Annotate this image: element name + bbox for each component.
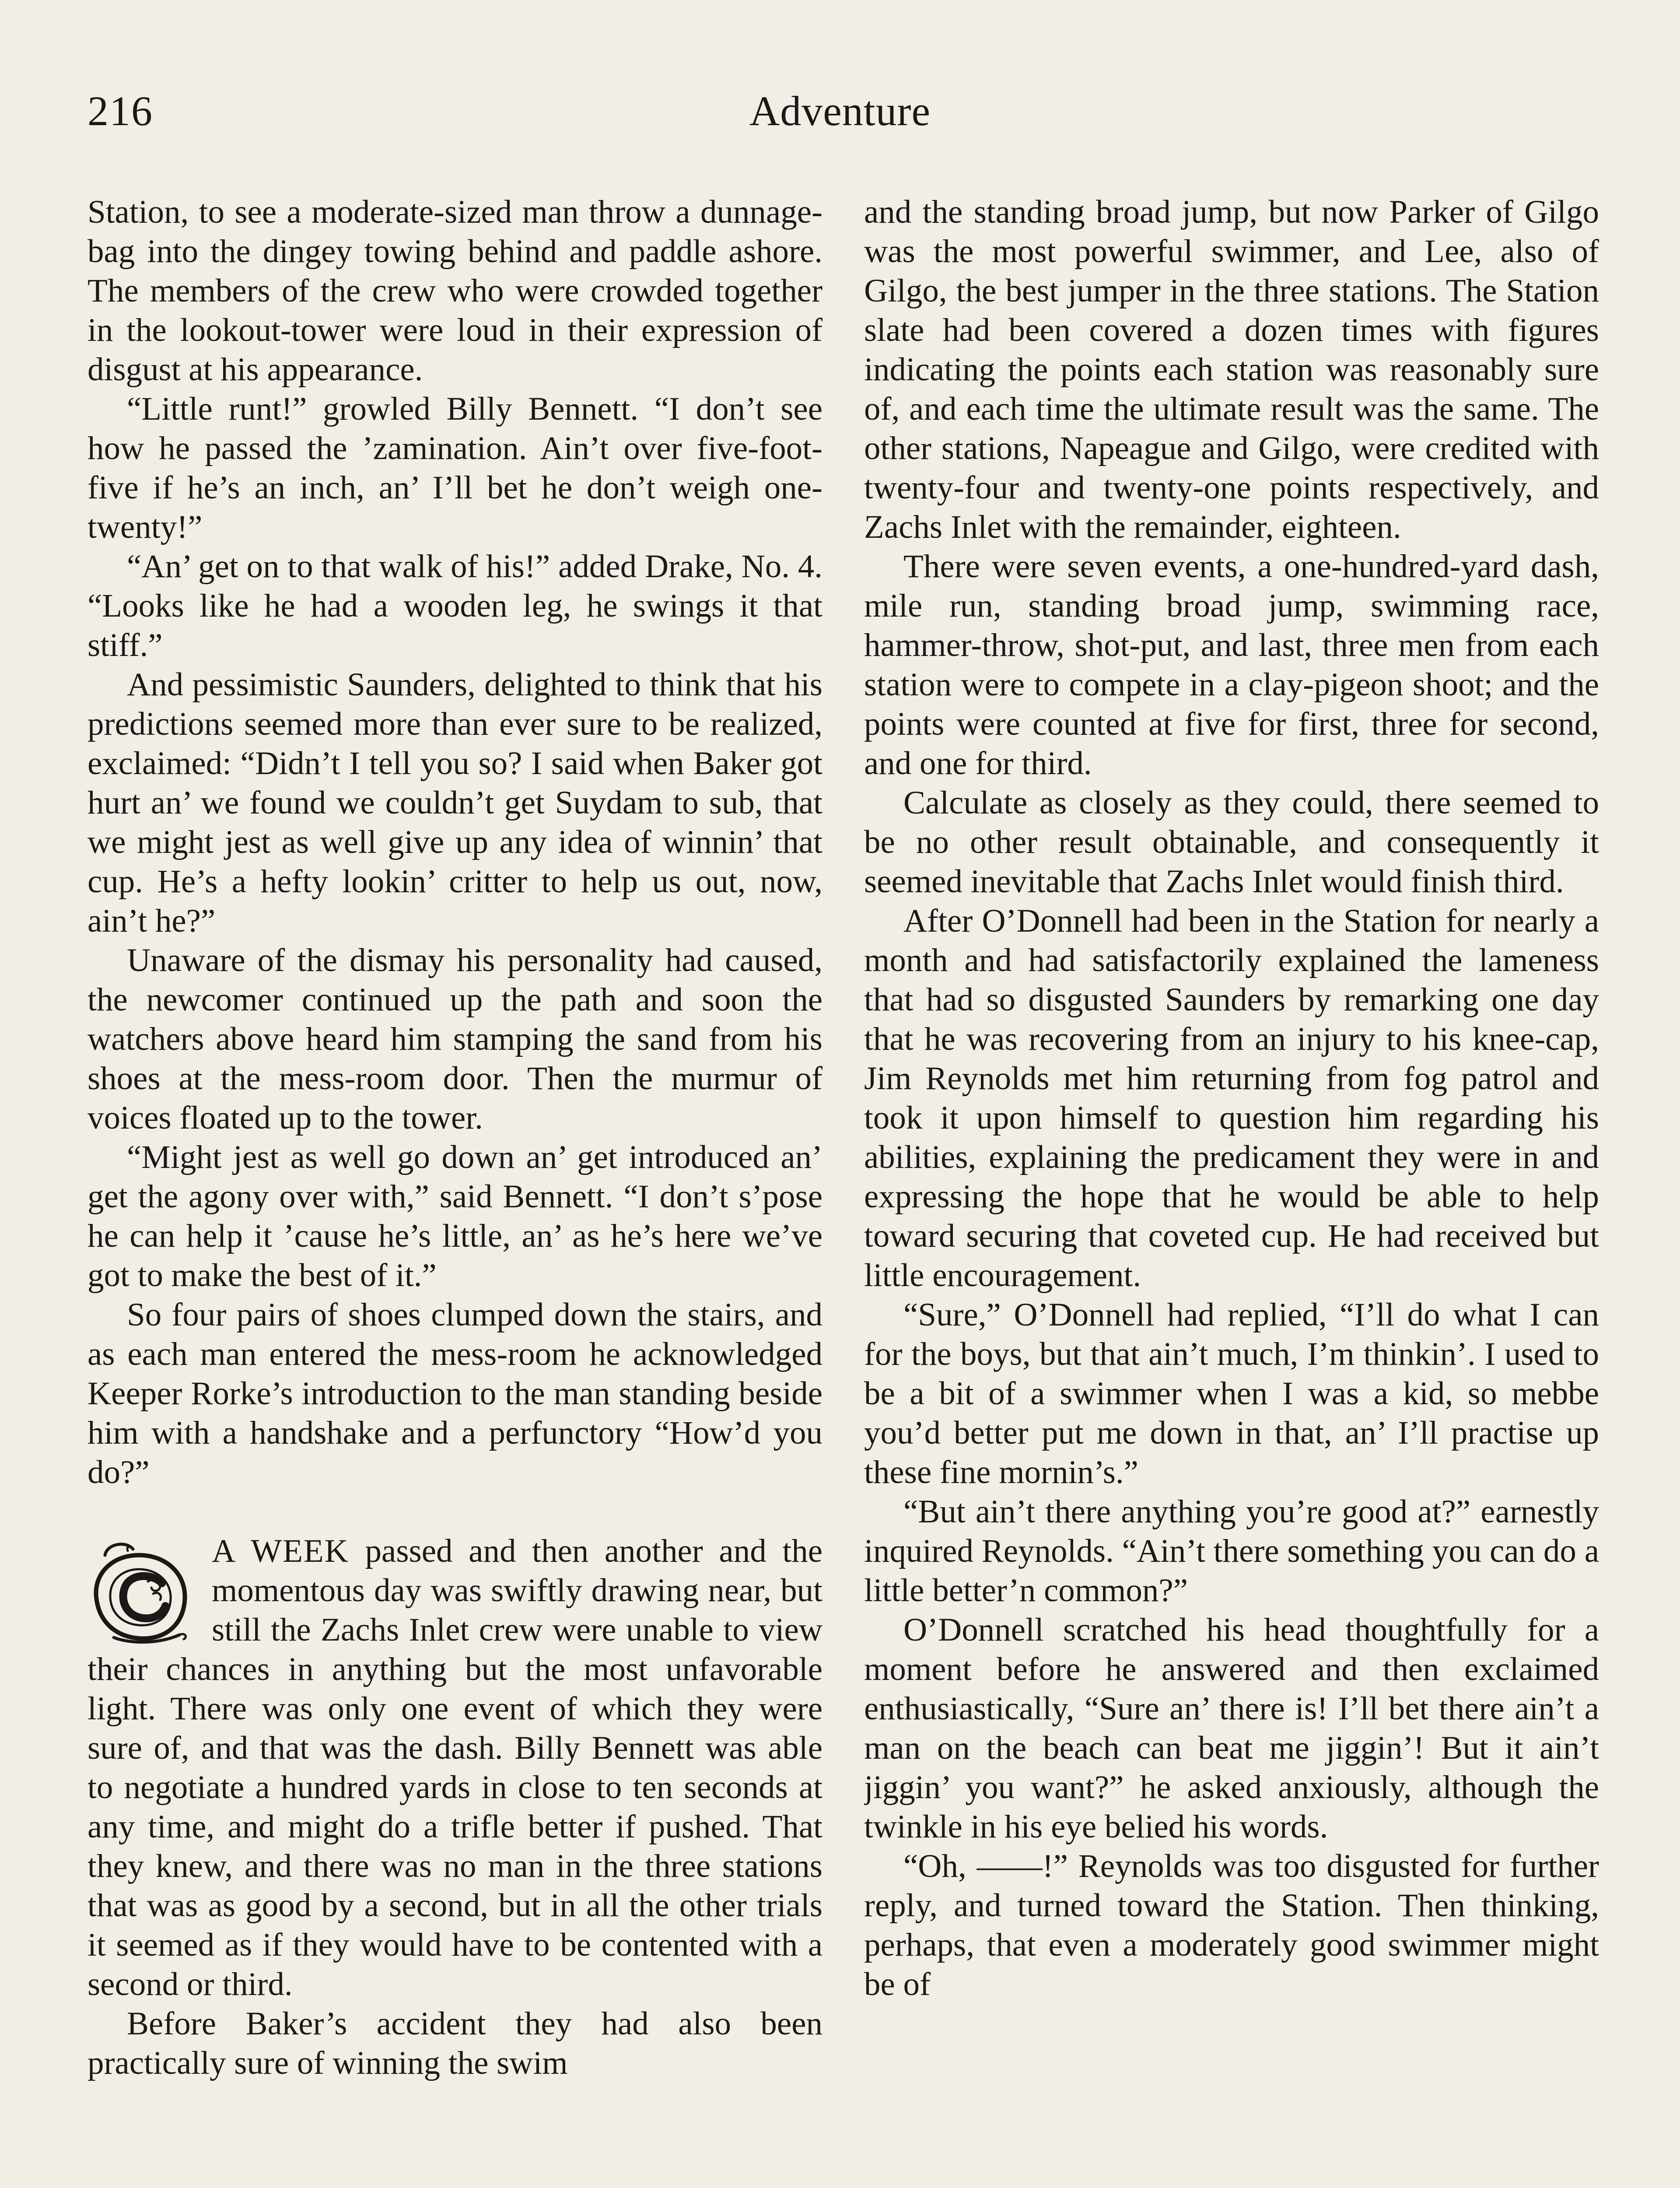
paragraph: “Sure,” O’Donnell had replied, “I’ll do what I can for the boys, but that ain’t much, I’m thinkin’. I used to be a bit of a swimmer when I was a kid, so mebbe you’d better put me down in that, an’ I’ll practise up these fine mornin’s.” xyxy=(864,1297,1599,1490)
paragraph: “Little runt!” growled Billy Bennett. “I don’t see how he passed the ’zamination. Ain’t over five-foot-five if he’s an inch, an’ I’ll bet he don’t weigh one-twenty!” xyxy=(88,391,822,545)
paragraph: and the standing broad jump, but now Parker of Gilgo was the most powerful swimmer, and Lee, also of Gilgo, the best jumper in the three stations. The Station slate had been covered a dozen times with figures indicating the points each station was reasonably sure of, and each time the ultimate result was the same. The other stations, Napeague and Gilgo, were credited with twenty-four and twenty-one points respectively, and Zachs Inlet with the remainder, eighteen. xyxy=(864,194,1599,545)
section-lead-words: A WEEK xyxy=(212,1533,349,1569)
paragraph: O’Donnell scratched his head thoughtfully for a moment before he answered and then exclaimed enthusiastically, “Sure an’ there is! I’ll bet there ain’t a man on the beach can beat me jiggin’! But it ain’t jiggin’ you want?” he asked anxiously, although the twinkle in his eye belied his words. xyxy=(864,1612,1599,1845)
running-head: Adventure xyxy=(749,88,931,134)
section-opening-text: passed and then another and the momentous day was swiftly drawing near, but still the Zachs Inlet crew were unable to view their chances in anything but the most unfavorable light. There was only one event of which they were sure of, and that was the dash. Billy Bennett was able to negotiate a hundred yards in close to ten seconds at any time, and might do a trifle better if pushed. That they knew, and there was no man in the three stations that was as good by a second, but in all the other trials it seemed as if they would have to be contented with a second or third. xyxy=(88,1533,822,2002)
paragraph: There were seven events, a one-hundred-yard dash, mile run, standing broad jump, swimming race, hammer-throw, shot-put, and last, three men from each station were to compete in a clay-pigeon shoot; and the points were counted at five for first, three for second, and one for third. xyxy=(864,548,1599,782)
page-number: 216 xyxy=(88,88,153,134)
page-header xyxy=(0,0,1680,175)
paragraph: And pessimistic Saunders, delighted to think that his predictions seemed more than ever sure to be realized, exclaimed: “Didn’t I tell you so? I said when Baker got hurt an’ we found we couldn’t get Suydam to sub, that we might jest as well give up any idea of winnin’ that cup. He’s a hefty lookin’ critter to help us out, now, ain’t he?” xyxy=(88,666,822,939)
paragraph: “Oh, ——!” Reynolds was too disgusted for further reply, and turned toward the Station. Then thinking, perhaps, that even a moderately good swimmer might be of xyxy=(864,1848,1599,2002)
paragraph: Calculate as closely as they could, there seemed to be no other result obtainable, and consequently it seemed inevitable that Zachs Inlet would finish third. xyxy=(864,785,1599,900)
section-opening-paragraph xyxy=(88,1532,822,2004)
paragraph: Before Baker’s accident they had also been practically sure of winning the swim xyxy=(88,2006,822,2081)
left-column xyxy=(88,193,822,2188)
paragraph: “An’ get on to that walk of his!” added Drake, No. 4. “Looks like he had a wooden leg, he swings it that stiff.” xyxy=(88,548,822,663)
right-column xyxy=(864,193,1599,2188)
ornamental-dropcap-icon xyxy=(88,1536,201,1645)
section-break xyxy=(88,1492,822,1532)
paragraph: After O’Donnell had been in the Station for nearly a month and had satisfactorily explained the lameness that had so disgusted Saunders by remarking one day that he was recovering from an injury to his knee-cap, Jim Reynolds met him returning from fog patrol and took it upon himself to question him regarding his abilities, explaining the predicament they were in and expressing the hope that he would be able to help toward securing that coveted cup. He had received but little encouragement. xyxy=(864,903,1599,1294)
paragraph: “Might jest as well go down an’ get introduced an’ get the agony over with,” said Bennett. “I don’t s’pose he can help it ’cause he’s little, an’ as he’s here we’ve got to make the best of it.” xyxy=(88,1139,822,1294)
paragraph: Unaware of the dismay his personality had caused, the newcomer continued up the path and soon the watchers above heard him stamping the sand from his shoes at the mess-room door. Then the murmur of voices floated up to the tower. xyxy=(88,942,822,1136)
paragraph: Station, to see a moderate-sized man throw a dunnage-bag into the dingey towing behind and paddle ashore. The members of the crew who were crowded together in the lookout-tower were loud in their expression of disgust at his appearance. xyxy=(88,194,822,388)
paragraph: So four pairs of shoes clumped down the stairs, and as each man entered the mess-room he acknowledged Keeper Rorke’s introduction to the man standing beside him with a handshake and a perfunctory “How’d you do?” xyxy=(88,1297,822,1490)
paragraph: “But ain’t there anything you’re good at?” earnestly inquired Reynolds. “Ain’t there something you can do a little better’n common?” xyxy=(864,1494,1599,1609)
